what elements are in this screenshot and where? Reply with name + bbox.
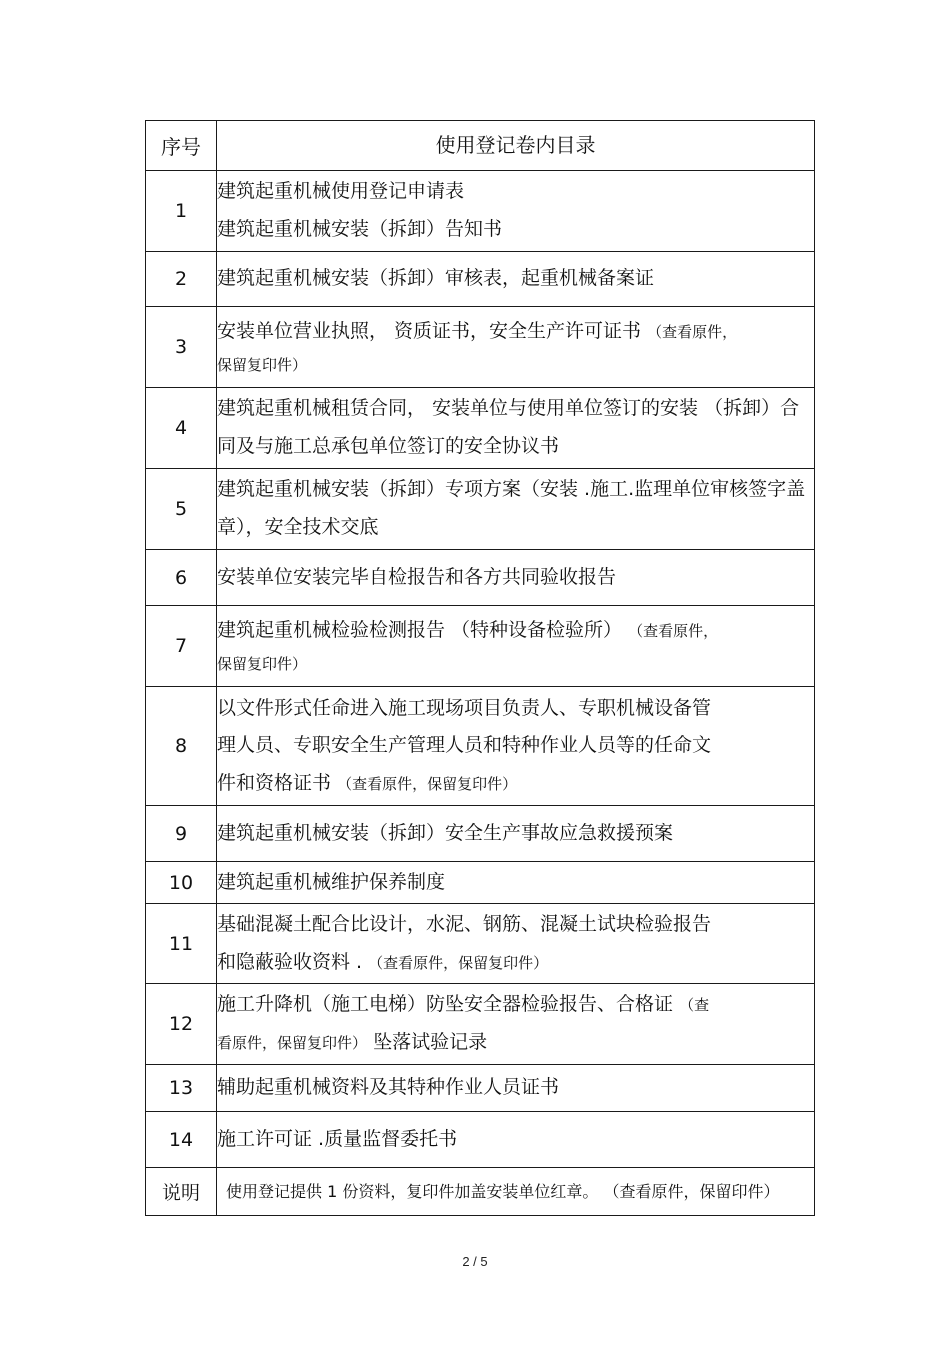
row-number: 4	[146, 388, 217, 469]
row-number: 11	[146, 904, 217, 984]
row-number: 7	[146, 606, 217, 687]
row-text-line: 建筑起重机械安装（拆卸）告知书	[217, 218, 503, 240]
row-text-line: 和隐蔽验收资料 .	[217, 950, 363, 973]
row-number: 1	[146, 171, 217, 252]
row-text: 安装单位营业执照， 资质证书，安全生产许可证书	[217, 320, 642, 343]
row-number: 5	[146, 469, 217, 550]
row-number: 2	[146, 252, 217, 307]
table-row	[146, 606, 815, 687]
row-content: 建筑起重机械维护保养制度	[217, 862, 815, 904]
row-note: （查看原件，	[628, 622, 719, 641]
row-number: 13	[146, 1065, 217, 1112]
note-label: 说明	[146, 1168, 217, 1216]
row-content	[217, 687, 815, 806]
row-note: 看原件，保留复印件）	[217, 1034, 368, 1052]
row-text: 施工升降机（施工电梯）防坠安全器检验报告、合格证	[217, 993, 674, 1016]
table-row	[146, 550, 815, 606]
table-row	[146, 252, 815, 307]
row-text-line: 理人员、专职安全生产管理人员和特种作业人员等的任命文	[217, 734, 712, 757]
row-content: 辅助起重机械资料及其特种作业人员证书	[217, 1065, 815, 1112]
row-content	[217, 171, 815, 252]
row-note: （查看原件，	[647, 323, 738, 342]
header-number: 序号	[146, 121, 217, 171]
table-row	[146, 171, 815, 252]
row-note: （查	[679, 996, 710, 1015]
table-row	[146, 1112, 815, 1168]
row-content	[217, 904, 815, 984]
table-row	[146, 687, 815, 806]
row-content: 施工许可证 .质量监督委托书	[217, 1112, 815, 1168]
table-footer-row	[146, 1168, 815, 1216]
row-number: 6	[146, 550, 217, 606]
table-row	[146, 904, 815, 984]
row-content: 建筑起重机械安装（拆卸）专项方案（安装 .施工.监理单位审核签字盖章），安全技术交底	[217, 469, 815, 550]
table-row	[146, 984, 815, 1065]
row-text-line: 件和资格证书	[217, 771, 332, 794]
table-header-row	[146, 121, 815, 171]
row-note: （查看原件，保留复印件）	[337, 774, 518, 793]
row-content	[217, 606, 815, 687]
row-content: 建筑起重机械租赁合同， 安装单位与使用单位签订的安装 （拆卸）合同及与施工总承包单位签订的安全协议书	[217, 388, 815, 469]
table-row	[146, 469, 815, 550]
row-content: 建筑起重机械安装（拆卸）安全生产事故应急救援预案	[217, 806, 815, 862]
row-text: 建筑起重机械检验检测报告 （特种设备检验所）	[217, 619, 623, 642]
table-row	[146, 307, 815, 388]
row-note: 保留复印件）	[217, 355, 308, 374]
row-number: 9	[146, 806, 217, 862]
row-number: 14	[146, 1112, 217, 1168]
row-content	[217, 307, 815, 388]
page-number: 2 / 5	[462, 1254, 488, 1269]
row-note: 保留复印件）	[217, 654, 308, 673]
row-text-line: 以文件形式任命进入施工现场项目负责人、专职机械设备管	[217, 696, 712, 719]
row-text-line: 基础混凝土配合比设计，水泥、钢筋、混凝土试块检验报告	[217, 912, 712, 935]
row-content: 安装单位安装完毕自检报告和各方共同验收报告	[217, 550, 815, 606]
row-number: 3	[146, 307, 217, 388]
table-row	[146, 1065, 815, 1112]
row-content	[217, 984, 815, 1065]
row-number: 10	[146, 862, 217, 904]
table-row	[146, 806, 815, 862]
row-content: 建筑起重机械安装（拆卸）审核表，起重机械备案证	[217, 252, 815, 307]
row-number: 12	[146, 984, 217, 1065]
table-row	[146, 862, 815, 904]
header-title: 使用登记卷内目录	[217, 121, 815, 171]
row-number: 8	[146, 687, 217, 806]
row-note: （查看原件，保留复印件）	[368, 953, 549, 972]
row-text: 坠落试验记录	[373, 1031, 488, 1053]
registration-catalog-table	[145, 120, 815, 1216]
table-row	[146, 388, 815, 469]
note-text: 使用登记提供 1 份资料，复印件加盖安装单位红章。 （查看原件，保留印件）	[217, 1168, 815, 1216]
row-text-line: 建筑起重机械使用登记申请表	[217, 180, 465, 203]
